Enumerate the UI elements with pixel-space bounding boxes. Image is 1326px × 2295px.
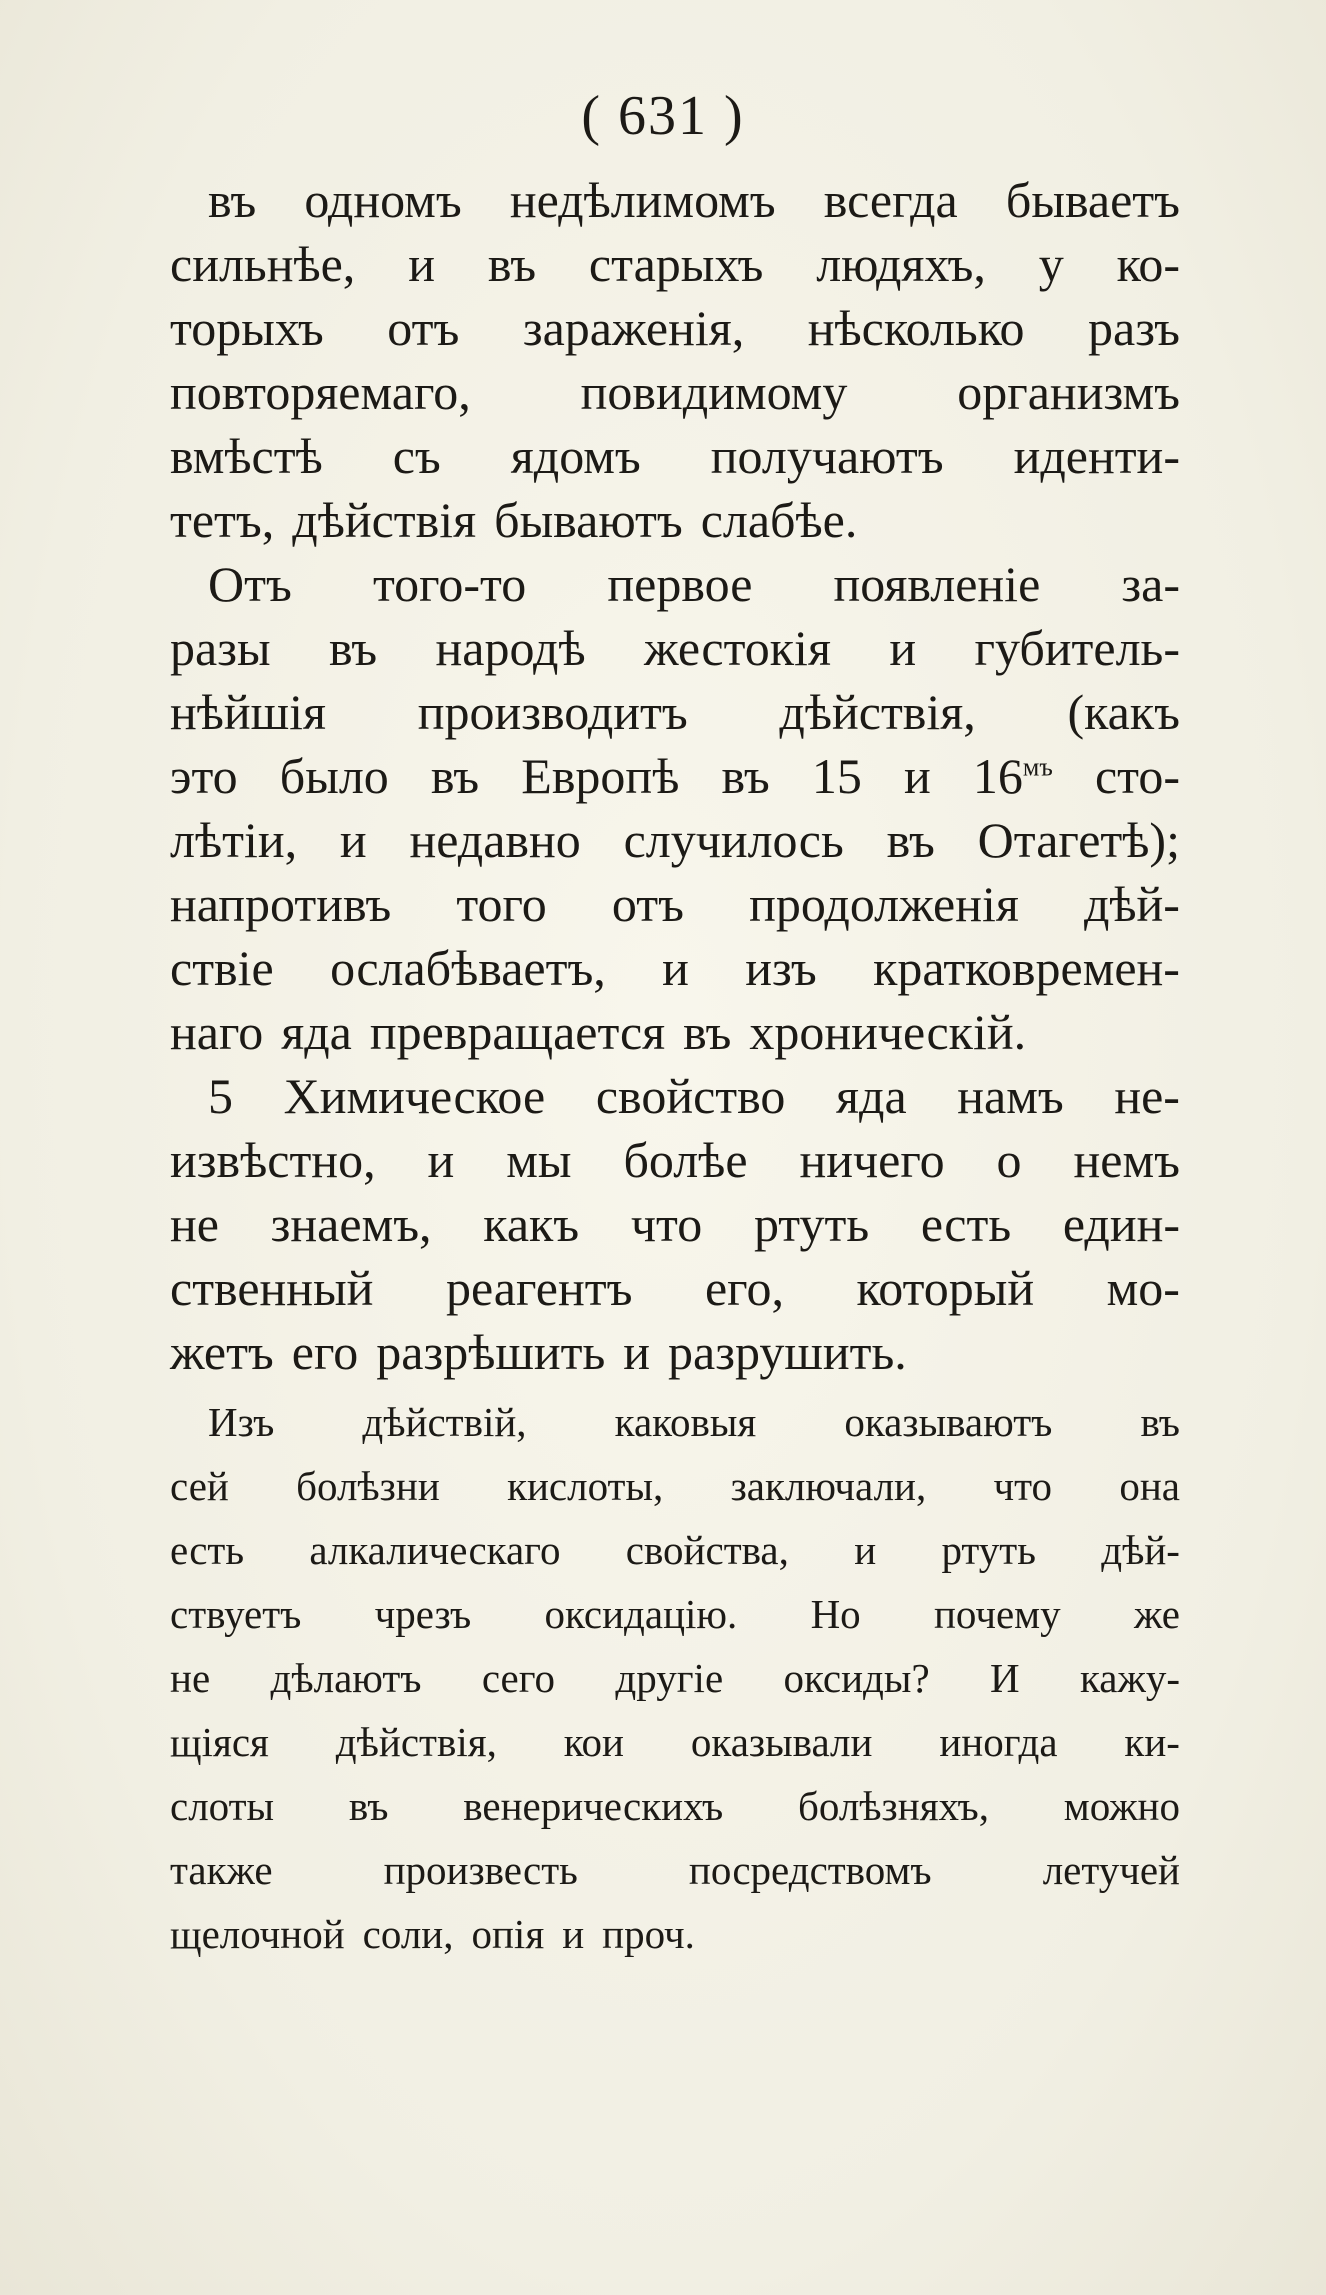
word: губитель- [974,620,1180,676]
text-line [170,552,1180,616]
word: людяхъ, [816,236,986,292]
text-line [170,1390,1180,1454]
text-line [170,1064,1180,1128]
paragraph-3 [170,1064,1180,1384]
page-number: ( 631 ) [581,85,745,147]
word: мы [506,1132,572,1188]
word: въ [328,620,378,676]
word: жетъ [170,1324,274,1380]
word: въ [348,1783,389,1829]
word: яда [836,1068,907,1124]
word: почему [933,1591,1061,1637]
word: появленіе [833,556,1041,612]
word: отъ [387,300,460,356]
word: дѣйствія [292,492,477,548]
word: бываетъ [1005,172,1180,228]
word: что [993,1463,1053,1509]
text-line [170,744,1180,808]
word: есть [170,1527,245,1573]
word: есть [920,1196,1012,1252]
word: въ [430,748,480,804]
word: болѣзняхъ, [798,1783,989,1829]
word: заключали, [730,1463,927,1509]
word: болѣзни [296,1463,440,1509]
word: иденти- [1013,428,1180,484]
word: съ [392,428,441,484]
word: и [408,236,435,292]
word: за- [1121,556,1180,612]
word: также [170,1847,273,1893]
word: опія [471,1911,545,1957]
text-line [170,1710,1180,1774]
word: старыхъ [588,236,764,292]
word: 5 [208,1068,233,1124]
word: Изъ [208,1399,275,1445]
word: щіяся [170,1719,269,1765]
word: ствіе [170,940,274,996]
word: ртуть [941,1527,1036,1573]
word: какъ [483,1196,580,1252]
word: того-то [372,556,527,612]
text-line [170,1454,1180,1518]
word: дѣлаютъ [270,1655,422,1701]
word: оказывали [690,1719,873,1765]
word: слоты [170,1783,275,1829]
word: венерическихъ [463,1783,724,1829]
word: повторяемаго, [170,364,471,420]
word: организмъ [957,364,1180,420]
word: нѣсколько [807,300,1025,356]
word: соли, [362,1911,454,1957]
word: торыхъ [170,300,324,356]
word: и [662,940,689,996]
word: $16^{мъ}$ [972,748,1053,804]
word: оказываютъ [844,1399,1053,1445]
word: ствуетъ [170,1591,302,1637]
word: немъ [1073,1132,1180,1188]
word: напротивъ [170,876,392,932]
word: бываютъ [494,492,683,548]
text-line [170,808,1180,872]
word: и [889,620,917,676]
word: И [990,1655,1020,1701]
word: разрѣшить [376,1324,606,1380]
word: о [996,1132,1022,1188]
word: дѣй- [1083,876,1180,932]
word: един- [1062,1196,1180,1252]
word: недѣлимомъ [509,172,776,228]
word: сей [170,1463,229,1509]
word: кратковремен- [873,940,1180,996]
word: (какъ [1067,684,1180,740]
word: народѣ [435,620,586,676]
word: же [1133,1591,1180,1637]
word: посредствомъ [688,1847,932,1893]
word: она [1119,1463,1180,1509]
word: можно [1063,1783,1180,1829]
word: нѣйшія [170,684,327,740]
text-body [170,168,1180,1966]
word: того [456,876,547,932]
word: производитъ [417,684,688,740]
word: каковыя [614,1399,757,1445]
word: его [291,1324,359,1380]
text-line [170,1128,1180,1192]
word: не [170,1196,219,1252]
word: его, [704,1260,784,1316]
word: и [562,1911,585,1957]
word: мо- [1106,1260,1180,1316]
paragraph-4 [170,1390,1180,1966]
word: 15 [811,748,862,804]
word: ко- [1116,236,1180,292]
word: продолженія [749,876,1019,932]
word: ядомъ [510,428,641,484]
word: чрезъ [374,1591,472,1637]
word: превращается [369,1004,666,1060]
word: кои [563,1719,624,1765]
word: разъ [1088,300,1180,356]
word: и [854,1527,877,1573]
word: и [903,748,931,804]
word: въ [683,1004,732,1060]
text-line [170,1774,1180,1838]
word: сто- [1094,748,1180,804]
word: въ [1140,1399,1180,1445]
word: произвесть [383,1847,578,1893]
text-line [170,168,1180,232]
word: и [427,1132,455,1188]
word: вмѣстѣ [170,428,323,484]
word: иногда [939,1719,1058,1765]
word: дѣйствія, [779,684,976,740]
word: свойство [595,1068,786,1124]
word: щелочной [170,1911,345,1957]
word: всегда [823,172,958,228]
word: ственный [170,1260,374,1316]
paragraph-2 [170,552,1180,1064]
word: и [339,812,367,868]
text-line [170,1192,1180,1256]
word: недавно [409,812,581,868]
word: летучей [1042,1847,1180,1893]
word: болѣе [623,1132,748,1188]
word: у [1038,236,1064,292]
text-line [170,1646,1180,1710]
word: зараженія, [522,300,745,356]
word: Европѣ [521,748,680,804]
text-line [170,616,1180,680]
word: не- [1114,1068,1180,1124]
word: кажу- [1080,1655,1180,1701]
word: лѣтіи, [170,812,298,868]
word: въ [487,236,537,292]
word: Химическое [283,1068,546,1124]
word: и [623,1324,651,1380]
text-line [170,424,1180,488]
word: извѣстно, [170,1132,376,1188]
word: слабѣе. [700,492,858,548]
word: въ [886,812,935,868]
word: намъ [957,1068,1064,1124]
word: ничего [799,1132,945,1188]
word: было [279,748,389,804]
paragraph-1 [170,168,1180,552]
word: наго [170,1004,264,1060]
text-line [170,488,1180,552]
text-line [170,1256,1180,1320]
word: алкалическаго [309,1527,561,1573]
word: Но [810,1591,861,1637]
word: сего [481,1655,556,1701]
text-line [170,680,1180,744]
word: знаемъ, [270,1196,432,1252]
word: что [630,1196,703,1252]
word: дѣй- [1101,1527,1180,1573]
word: первое [607,556,753,612]
word: дѣйствій, [362,1399,527,1445]
text-line [170,232,1180,296]
word: ки- [1124,1719,1180,1765]
word: кислоты, [507,1463,664,1509]
text-line [170,1838,1180,1902]
word: отъ [611,876,684,932]
word: реагентъ [445,1260,633,1316]
word: другіе [615,1655,724,1701]
word: одномъ [304,172,462,228]
word: свойства, [625,1527,789,1573]
word: Отагетѣ); [977,812,1180,868]
word: повидимому [580,364,848,420]
word: разрушить. [668,1324,907,1380]
text-line [170,872,1180,936]
word: случилось [623,812,844,868]
word: въ [208,172,257,228]
word: Отъ [208,556,292,612]
word: ослабѣваетъ, [330,940,606,996]
word: оксиды? [783,1655,930,1701]
text-line [170,360,1180,424]
text-line [170,1902,1180,1966]
word: это [170,748,238,804]
text-line [170,296,1180,360]
word: въ [721,748,770,804]
word: получаютъ [710,428,944,484]
word: жестокія [644,620,831,676]
word: оксидацію. [544,1591,738,1637]
text-line [170,1320,1180,1384]
word: сильнѣе, [170,236,356,292]
word: проч. [602,1911,695,1957]
text-line [170,936,1180,1000]
text-line [170,1582,1180,1646]
word: яда [281,1004,352,1060]
word: не [170,1655,211,1701]
word: который [856,1260,1035,1316]
word: дѣйствія, [335,1719,497,1765]
text-line [170,1518,1180,1582]
text-line [170,1000,1180,1064]
word: изъ [745,940,817,996]
word: тетъ, [170,492,275,548]
word: хроническій. [749,1004,1027,1060]
word: разы [170,620,271,676]
word: ртуть [753,1196,870,1252]
